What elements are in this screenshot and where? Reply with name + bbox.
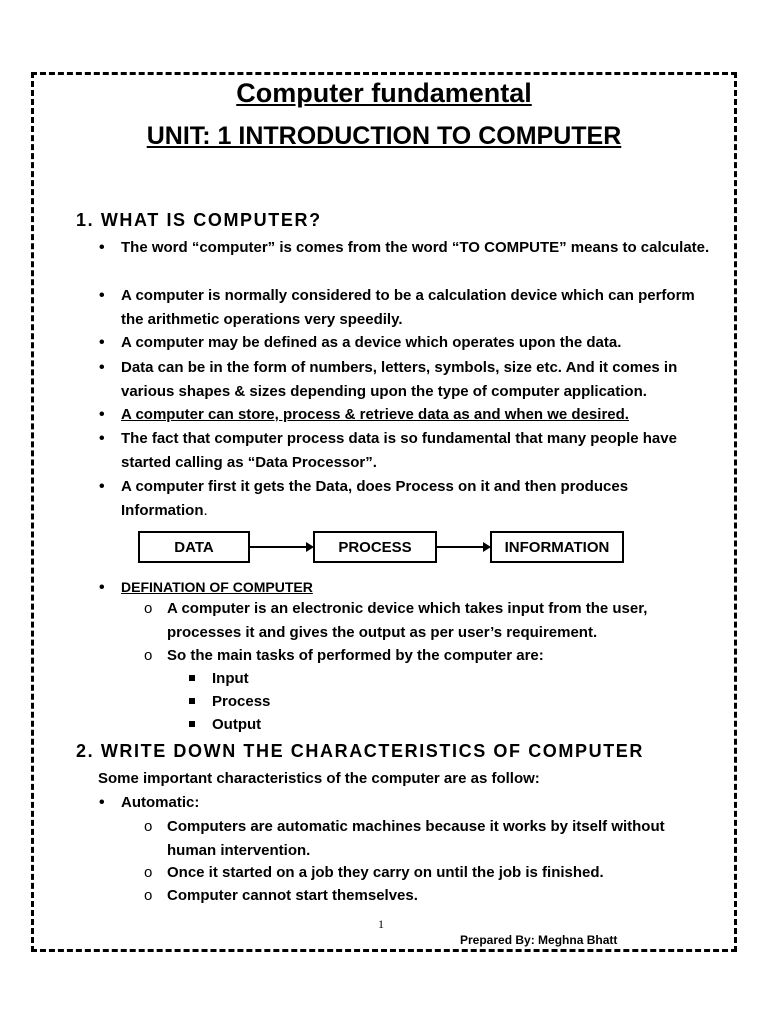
task-item: Process [212, 690, 270, 714]
list-item-text: A computer first it gets the Data, does Process on it and then produces Information [121, 478, 629, 519]
page-number: 1 [378, 917, 384, 931]
flow-arrow [250, 546, 312, 548]
definition-item: o So the main tasks of performed by the computer are: [167, 644, 697, 668]
section2-intro: Some important characteristics of the computer are as follow: [98, 770, 540, 787]
list-item: • The word “computer” is comes from the word “TO COMPUTE” means to calculate. [121, 236, 721, 260]
list-item: • The fact that computer process data is so fundamental that many people have started calling as “Data Processor”. [121, 427, 721, 474]
definition-item: o A computer is an electronic device which takes input from the user, processes it and gives the output as per user’s requirement. [167, 597, 697, 644]
flow-box-process: PROCESS [313, 531, 437, 563]
flow-box-information: INFORMATION [490, 531, 624, 563]
list-item: • A computer is normally considered to be a calculation device which can perform the arithmetic operations very speedily. [121, 284, 721, 331]
list-item: • A computer may be defined as a device which operates upon the data. [121, 331, 721, 355]
flow-arrow [437, 546, 489, 548]
document-title: Computer fundamental [236, 78, 532, 108]
flow-box-data: DATA [138, 531, 250, 563]
list-item: • Automatic: [121, 791, 199, 815]
section1-heading: 1. WHAT IS COMPUTER? [76, 210, 322, 230]
characteristic-item: o Once it started on a job they carry on until the job is finished. [167, 861, 697, 885]
prepared-by: Prepared By: Meghna Bhatt [460, 933, 618, 947]
section2-heading: 2. WRITE DOWN THE CHARACTERISTICS OF COMPUTER [76, 741, 644, 761]
list-item: • A computer first it gets the Data, does Process on it and then produces Information. [121, 475, 681, 522]
list-item-underlined [121, 403, 721, 427]
underlined-text: A computer can store, process & retrieve data as and when we desired. [121, 406, 629, 423]
task-item: Input [212, 667, 249, 691]
list-item: • Data can be in the form of numbers, letters, symbols, size etc. And it comes in various shapes & sizes depending upon the type of computer application. [121, 356, 721, 403]
characteristic-item: o Computer cannot start themselves. [167, 884, 697, 908]
definition-heading [121, 576, 521, 600]
definition-heading-text: DEFINATION OF COMPUTER [121, 579, 313, 595]
unit-title: UNIT: 1 INTRODUCTION TO COMPUTER [146, 122, 622, 150]
characteristic-item: o Computers are automatic machines because it works by itself without human intervention. [167, 815, 697, 862]
task-item: Output [212, 713, 261, 737]
